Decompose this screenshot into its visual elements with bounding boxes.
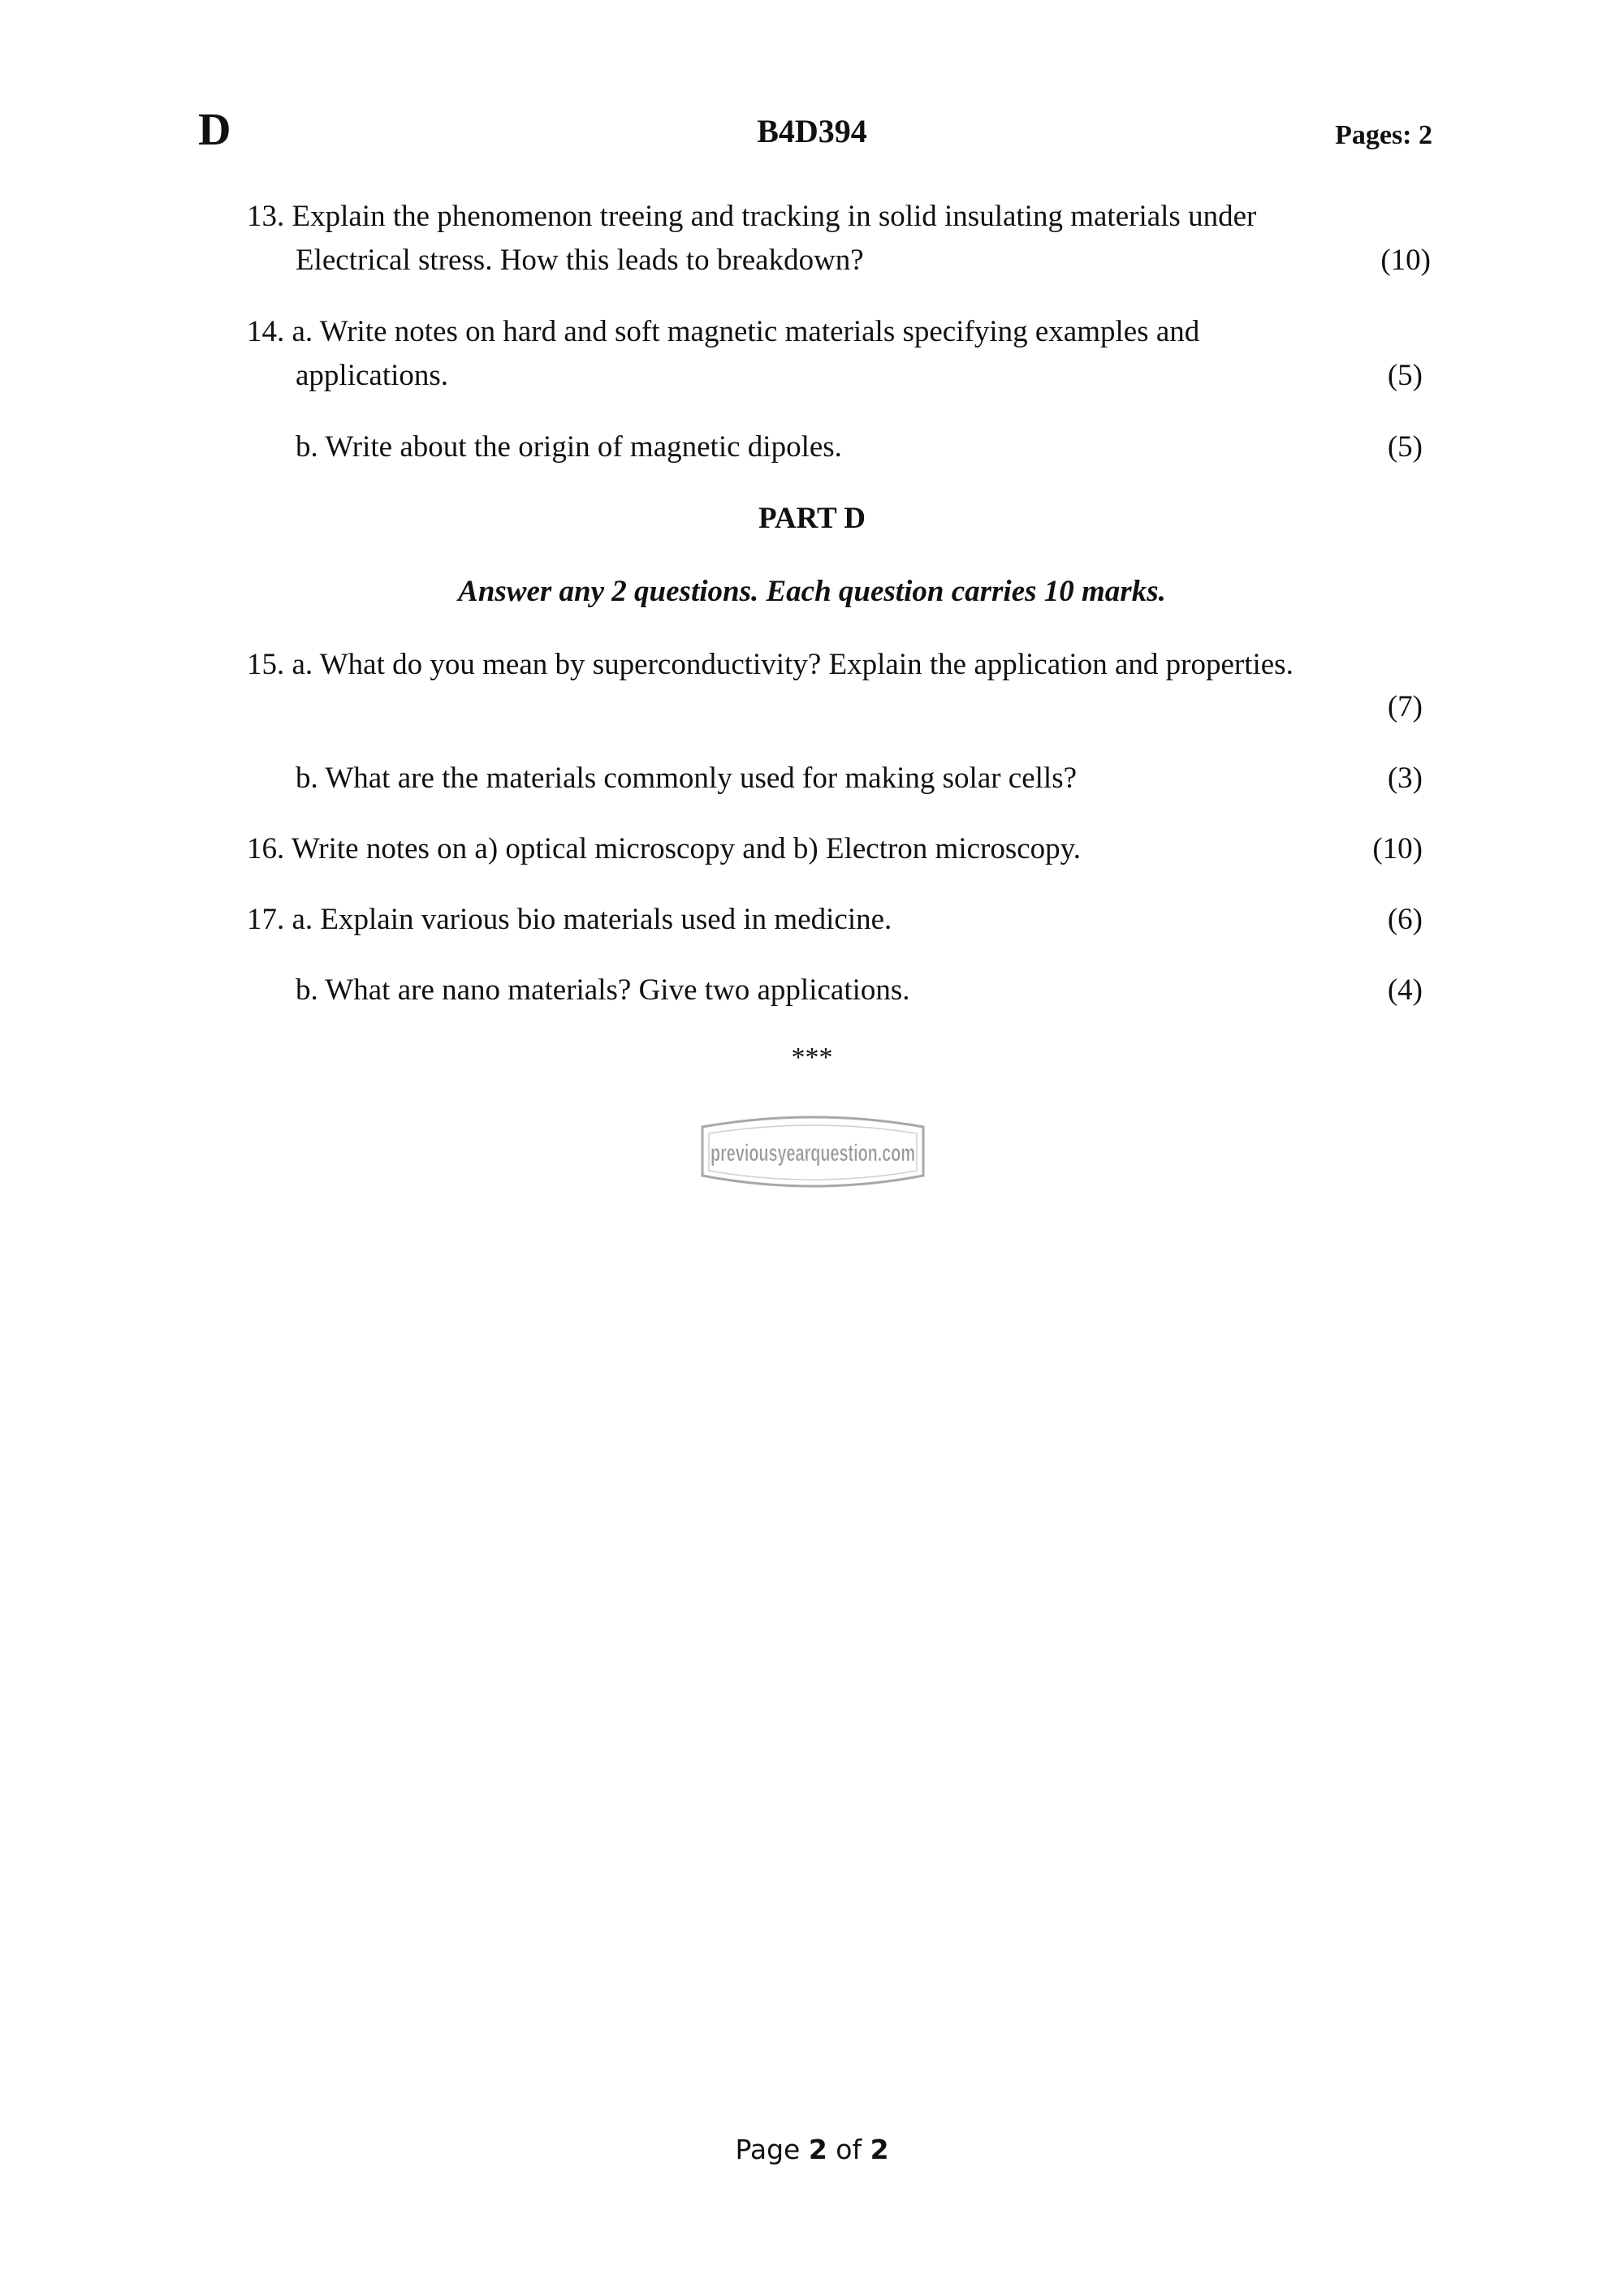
watermark-logo: [691, 1112, 935, 1192]
question-17b-marks: (4): [1387, 973, 1423, 1007]
set-letter: D: [198, 105, 231, 155]
question-16-marks: (10): [1372, 832, 1423, 865]
question-17b-line-1: b. What are nano materials? Give two applications.: [296, 973, 910, 1007]
question-15b-marks: (3): [1387, 762, 1423, 795]
footer-total-pages: 2: [870, 2134, 889, 2165]
footer-prefix: Page: [735, 2134, 809, 2165]
question-15a-line-1: 15. a. What do you mean by superconductivity? Explain the application and properties.: [247, 648, 1294, 681]
question-14b-line-1: b. Write about the origin of magnetic dipoles.: [296, 430, 842, 464]
watermark-text: previousyearquestion.com: [710, 1140, 915, 1167]
question-13-marks: (10): [1380, 244, 1431, 277]
end-marker: ***: [791, 1042, 833, 1072]
question-14a-line-1: 14. a. Write notes on hard and soft magnetic materials specifying examples and: [247, 315, 1200, 348]
part-d-title: PART D: [758, 502, 866, 535]
question-17a-line-1: 17. a. Explain various bio materials used in medicine.: [247, 903, 892, 936]
question-13-line-1: 13. Explain the phenomenon treeing and tracking in solid insulating materials under: [247, 200, 1257, 233]
footer-current-page: 2: [808, 2134, 827, 2165]
question-15b-line-1: b. What are the materials commonly used for making solar cells?: [296, 762, 1078, 795]
question-16-line-1: 16. Write notes on a) optical microscopy and b) Electron microscopy.: [247, 832, 1082, 865]
paper-code: B4D394: [757, 113, 867, 149]
question-17a-marks: (6): [1387, 903, 1423, 936]
question-14a-marks: (5): [1387, 359, 1423, 392]
pages-count: Pages: 2: [1335, 120, 1432, 150]
footer-middle: of: [827, 2134, 870, 2165]
question-14a-line-2: applications.: [296, 359, 449, 392]
question-15a-marks: (7): [1387, 690, 1423, 723]
page-header: [0, 104, 1624, 161]
question-13-line-2: Electrical stress. How this leads to breakdown?: [296, 244, 864, 277]
question-14b-marks: (5): [1387, 430, 1423, 464]
part-d-instruction: Answer any 2 questions. Each question carries 10 marks.: [458, 575, 1166, 608]
page-footer: [0, 2134, 1624, 2165]
